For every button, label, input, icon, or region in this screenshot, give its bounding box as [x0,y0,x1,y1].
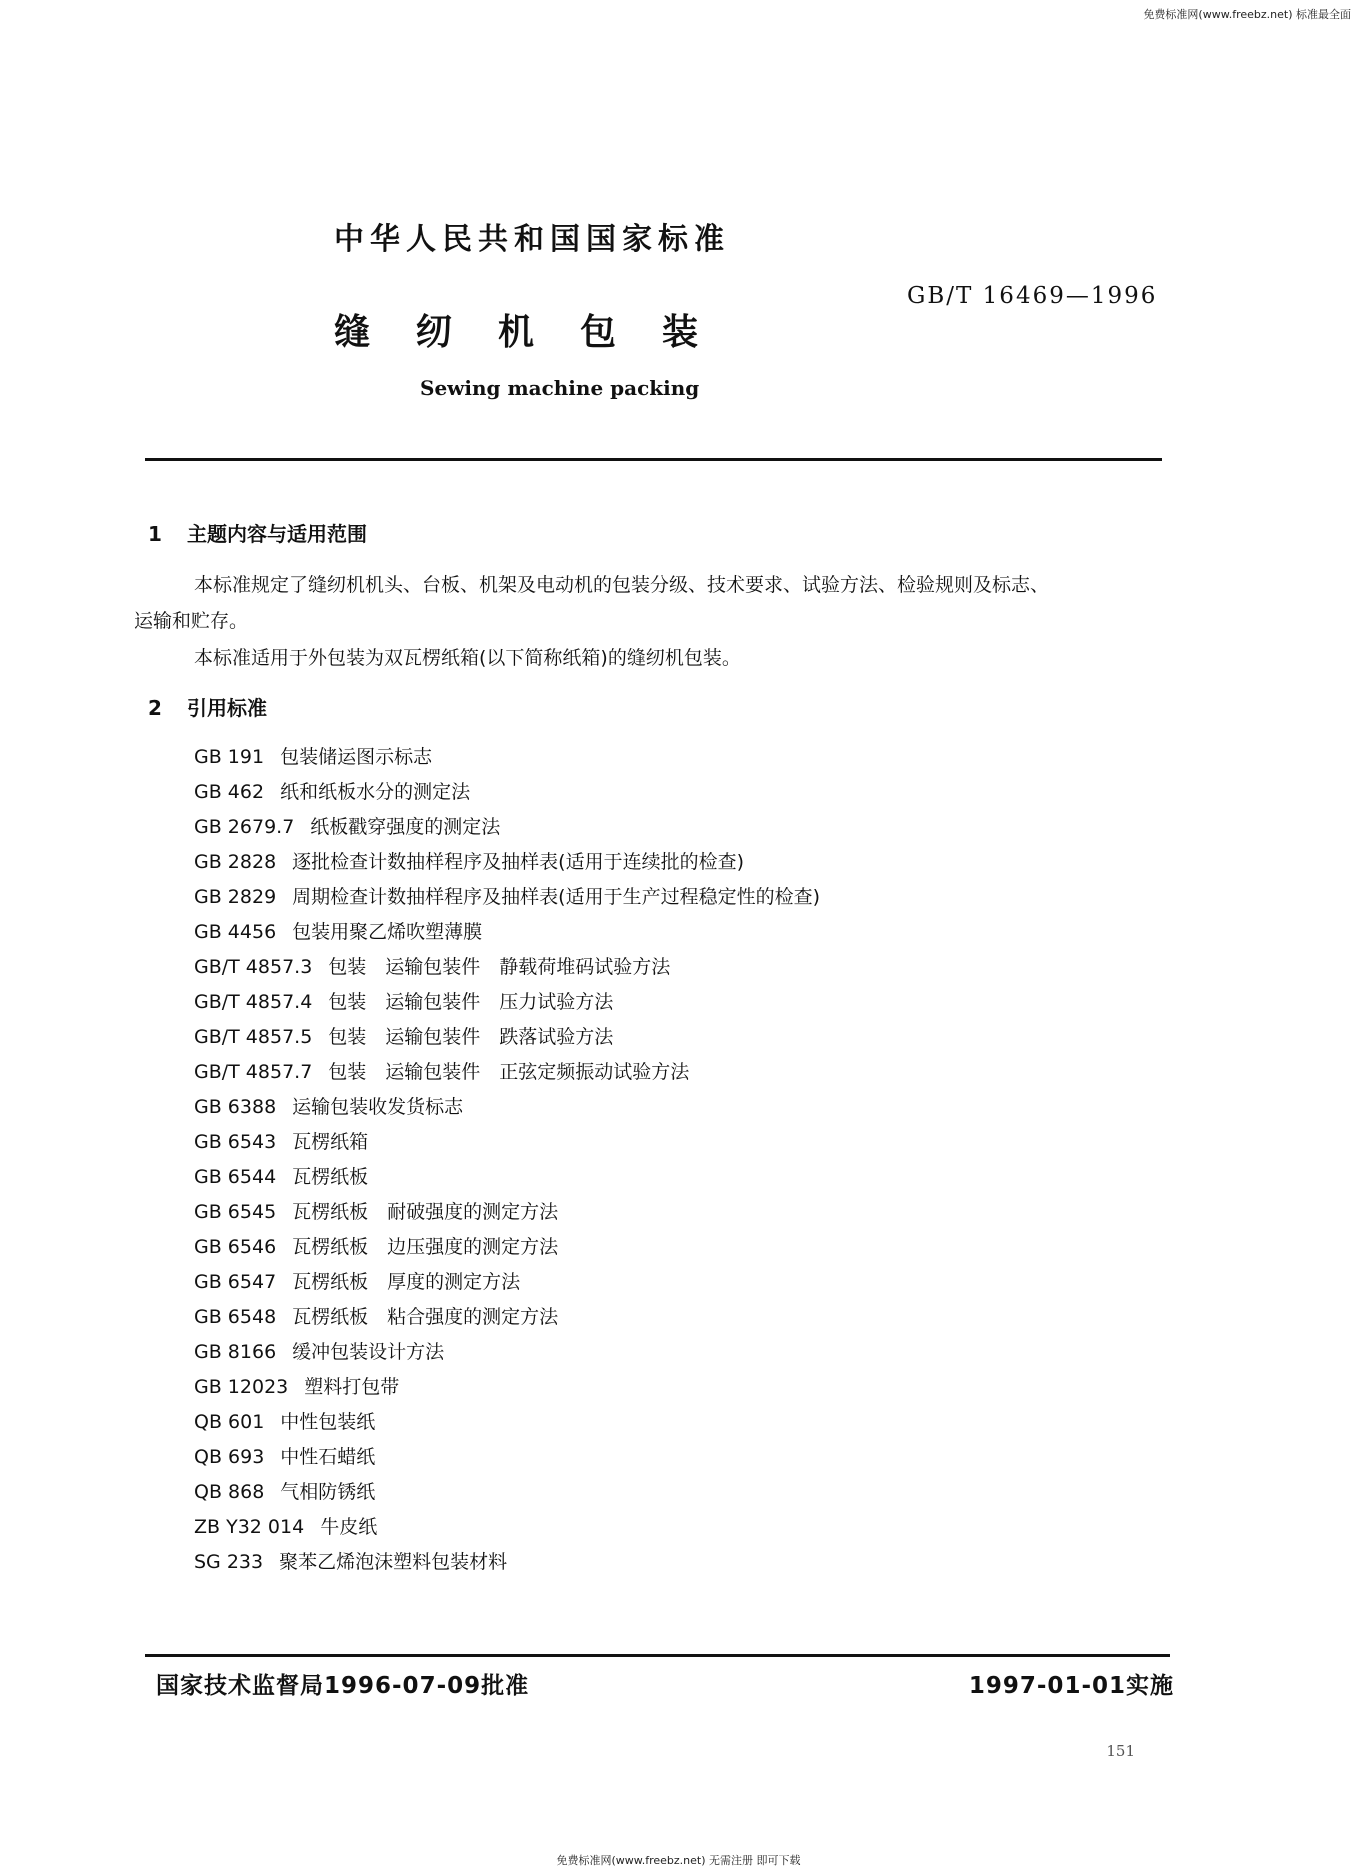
reference-item [194,1300,820,1335]
reference-item [194,1020,820,1055]
reference-code: GB 6546 [194,1236,277,1258]
reference-item [194,1160,820,1195]
reference-code: GB 6545 [194,1201,277,1223]
reference-code: GB 12023 [194,1376,289,1398]
site-footer-note: 免费标准网(www.freebz.net) 无需注册 即可下载 [556,1854,801,1867]
document-title-en: Sewing machine packing [420,376,700,400]
reference-item [194,1090,820,1125]
reference-code: GB 6544 [194,1166,277,1188]
reference-title: 聚苯乙烯泡沫塑料包装材料 [279,1551,508,1573]
reference-item [194,1510,820,1545]
reference-code: GB/T 4857.4 [194,991,313,1013]
reference-item [194,1230,820,1265]
standard-code: GB/T 16469—1996 [907,283,1158,309]
reference-code: GB/T 4857.3 [194,956,313,978]
reference-code: GB 2829 [194,886,277,908]
reference-title: 包装用聚乙烯吹塑薄膜 [292,921,483,943]
reference-title: 包装 运输包装件 正弦定频振动试验方法 [328,1061,690,1083]
reference-title: 缓冲包装设计方法 [292,1341,445,1363]
reference-title: 纸和纸板水分的测定法 [280,781,471,803]
implementation-date: 1997-01-01实施 [968,1673,1174,1699]
reference-item [194,950,820,985]
reference-code: QB 868 [194,1481,265,1503]
reference-title: 包装 运输包装件 静载荷堆码试验方法 [328,956,671,978]
reference-title: 包装储运图示标志 [280,746,433,768]
reference-code: GB 2828 [194,851,277,873]
reference-item [194,1440,820,1475]
reference-item [194,1335,820,1370]
reference-code: SG 233 [194,1551,264,1573]
section-1-paragraph-2: 本标准适用于外包装为双瓦楞纸箱(以下简称纸箱)的缝纫机包装。 [194,647,741,669]
reference-title: 中性石蜡纸 [280,1446,376,1468]
reference-code: GB 6543 [194,1131,277,1153]
section-title: 主题内容与适用范围 [186,522,367,546]
reference-code: GB 8166 [194,1341,277,1363]
reference-title: 运输包装收发货标志 [292,1096,464,1118]
reference-title: 瓦楞纸板 耐破强度的测定方法 [292,1201,559,1223]
reference-title: 瓦楞纸箱 [292,1131,369,1153]
section-1-paragraph-1: 本标准规定了缝纫机机头、台板、机架及电动机的包装分级、技术要求、试验方法、检验规则及标志、 [194,574,1050,596]
reference-title: 包装 运输包装件 压力试验方法 [328,991,614,1013]
reference-item [194,1195,820,1230]
reference-item [194,915,820,950]
reference-title: 瓦楞纸板 厚度的测定方法 [292,1271,521,1293]
section-title: 引用标准 [186,696,267,720]
section-1-paragraph-1-cont: 运输和贮存。 [134,610,249,632]
reference-code: ZB Y32 014 [194,1516,305,1538]
reference-code: GB 6388 [194,1096,277,1118]
reference-item [194,740,820,775]
reference-item [194,1475,820,1510]
reference-code: GB 6548 [194,1306,277,1328]
reference-list [194,740,820,1580]
section-number: 1 [148,522,162,546]
reference-code: GB 2679.7 [194,816,295,838]
reference-item [194,775,820,810]
reference-item [194,810,820,845]
document-title-cn: 缝纫机包装 [334,312,745,353]
reference-code: QB 693 [194,1446,265,1468]
reference-title: 周期检查计数抽样程序及抽样表(适用于生产过程稳定性的检查) [292,886,820,908]
reference-code: GB 4456 [194,921,277,943]
reference-item [194,1125,820,1160]
reference-code: GB 462 [194,781,265,803]
reference-title: 中性包装纸 [280,1411,376,1433]
reference-title: 气相防锈纸 [280,1481,376,1503]
reference-code: GB 6547 [194,1271,277,1293]
approval-statement: 国家技术监督局1996-07-09批准 [156,1673,530,1699]
reference-title: 瓦楞纸板 粘合强度的测定方法 [292,1306,559,1328]
reference-item [194,845,820,880]
section-number: 2 [148,696,162,720]
footer-divider [145,1654,1170,1657]
section-1-heading [148,518,367,547]
page-number: 151 [1106,1742,1135,1760]
reference-title: 逐批检查计数抽样程序及抽样表(适用于连续批的检查) [292,851,744,873]
reference-title: 包装 运输包装件 跌落试验方法 [328,1026,614,1048]
reference-code: GB/T 4857.5 [194,1026,313,1048]
section-2-heading [148,692,267,721]
reference-code: QB 601 [194,1411,265,1433]
reference-item [194,985,820,1020]
reference-title: 瓦楞纸板 [292,1166,369,1188]
reference-item [194,1545,820,1580]
reference-item [194,1405,820,1440]
national-standard-heading: 中华人民共和国国家标准 [334,222,730,257]
reference-item [194,1265,820,1300]
reference-item [194,1370,820,1405]
reference-item [194,1055,820,1090]
reference-title: 塑料打包带 [304,1376,400,1398]
reference-title: 纸板戳穿强度的测定法 [310,816,501,838]
header-divider [145,458,1162,461]
reference-title: 瓦楞纸板 边压强度的测定方法 [292,1236,559,1258]
reference-title: 牛皮纸 [320,1516,378,1538]
reference-code: GB 191 [194,746,265,768]
site-header-note: 免费标准网(www.freebz.net) 标准最全面 [1143,8,1351,21]
reference-code: GB/T 4857.7 [194,1061,313,1083]
reference-item [194,880,820,915]
